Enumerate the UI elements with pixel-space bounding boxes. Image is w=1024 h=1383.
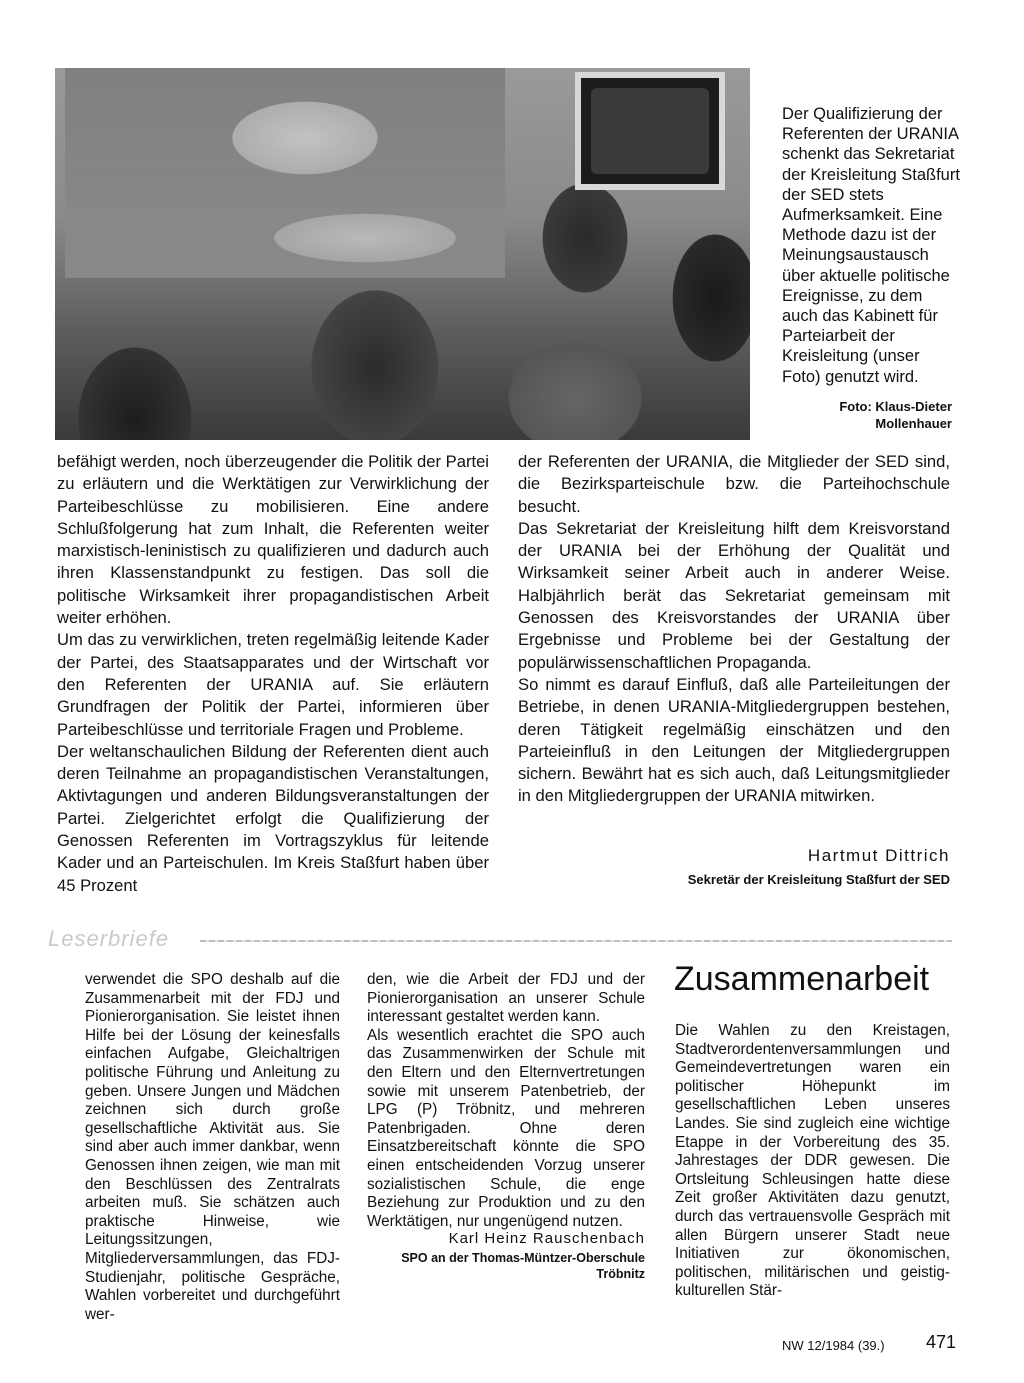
letter1-author-role xyxy=(367,1250,645,1282)
photo-caption: Der Qualifizierung der Referenten der URANIA schenkt das Sekretariat der Kreisleitung Staßfurt der SED stets Aufmerksamkeit. Eine Methode dazu ist der Meinungsaustausch über aktuelle politische Ereignisse, zu dem auch das Kabinett für Parteiarbeit der Kreisleitung (unser Foto) genutzt wird. xyxy=(782,105,960,386)
letter2-column xyxy=(675,1022,950,1301)
photo-credit: Foto: Klaus-Dieter Mollenhauer xyxy=(839,399,952,431)
article-author: Hartmut Dittrich xyxy=(807,846,950,865)
paragraph: Das Sekretariat der Kreisleitung hilft dem Kreisvorstand der URANIA bei der Erhöhung der Qualität und Wirksamkeit seiner Arbeit auch in anderer Weise. Halbjährlich berät das Sekretariat gemeinsam mit Genossen des Kreisvorstandes der URANIA über Ergebnisse und Probleme bei der Gestaltung der populärwissenschaftlichen Propaganda. xyxy=(518,518,950,672)
article-column-1 xyxy=(57,451,489,897)
issue-number: NW 12/1984 (39.) xyxy=(782,1338,885,1353)
paragraph: verwendet die SPO deshalb auf die Zusammenarbeit mit der FDJ und Pionierorganisation. Sie leistet ihnen Hilfe bei der Lösung der keinesfalls einfachen Aufgabe, Gleichaltrigen politische Führung und Anleitung zu geben. Unsere Jungen und Mädchen zeichnen sich durch große gesellschaftliche Aktivität aus. Sie sind aber auch immer dankbar, wenn Genossen ihnen zeigen, wie man mit den Beschlüssen des Zentralrats arbeiten muß. Sie schätzen auch praktische Hinweise, wie Leitungssitzungen, Mitgliederversammlungen, das FDJ-Studienjahr, politische Gespräche, Wahlen vorbereitet und durchgeführt wer- xyxy=(85,971,340,1323)
paragraph: befähigt werden, noch überzeugender die Politik der Partei zu erläutern und die Werktätigen zur Verwirklichung der Parteibeschlüsse zu mobilisieren. Eine andere Schlußfolgerung hat zum Inhalt, die Referenten weiter marxistisch-leninistisch zu qualifizieren und dadurch auch ihren Klassenstandpunkt zu festigen. Das soll die politische Wirksamkeit ihrer propagandistischen Arbeit weiter erhöhen. xyxy=(57,452,489,628)
paragraph: Um das zu verwirklichen, treten regelmäßig leitende Kader der Partei, des Staatsapparates und der Wirtschaft vor den Referenten der URANIA auf. Sie erläutern Grundfragen der Politik der Partei, informieren über Parteibeschlüsse und territoriale Fragen und Probleme. xyxy=(57,630,489,739)
photo-wall-map xyxy=(65,68,505,278)
article-column-2 xyxy=(518,451,950,808)
section-divider xyxy=(200,940,952,942)
letter1-author-role-line2: Tröbnitz xyxy=(596,1267,645,1281)
section-title: Leserbriefe xyxy=(48,926,170,951)
paragraph: der Referenten der URANIA, die Mitglieder der SED sind, die Bezirksparteischule bzw. die Parteihochschule besucht. xyxy=(518,452,950,516)
paragraph: So nimmt es darauf Einfluß, daß alle Parteileitungen der Betriebe, in denen URANIA-Mitgliedergruppen bestehen, deren Tätigkeit regelmäßig einschätzen und den Parteieinfluß in den Leitungen der Mitgliedergruppen sichern. Bewährt hat es sich auch, daß Leitungsmitglieder in den Mitgliedergruppen der URANIA mitwirken. xyxy=(518,674,950,806)
article-author-role: Sekretär der Kreisleitung Staßfurt der SED xyxy=(687,872,950,887)
paragraph: den, wie die Arbeit der FDJ und der Pionierorganisation an unserer Schule interessant gestaltet werden kann. xyxy=(367,971,645,1026)
letter1-author-role-line1: SPO an der Thomas-Müntzer-Oberschule xyxy=(401,1251,645,1265)
paragraph: Der weltanschaulichen Bildung der Referenten dient auch deren Teilnahme an propagandistischen Veranstaltungen, Aktivtagungen und anderen Bildungsveranstaltungen der Partei. Zielgerichtet erfolgt die Qualifizierung der Genossen Referenten im Vortragszyklus für leitende Kader und an Parteischulen. Im Kreis Staßfurt haben über 45 Prozent xyxy=(57,741,489,895)
article-photo xyxy=(55,68,750,440)
paragraph: Die Wahlen zu den Kreistagen, Stadtverordentenversammlungen und Gemeindevertretungen waren ein politischer Höhepunkt im gesellschaftlichen Leben unseres Landes. Sie sind zugleich eine wichtige Etappe in der Vorbereitung des 35. Jahrestages der DDR gewesen. Die Ortsleitung Schleusingen hatte diese Zeit großer Aktivitäten dazu genutzt, durch das vertrauensvolle Gespräch mit allen Bürgern unserer Stadt neue Initiativen zur ökonomischen, politischen, militärischen und geistig-kulturellen Stär- xyxy=(675,1022,950,1300)
letter1-column-2 xyxy=(367,971,645,1231)
photo-television xyxy=(575,72,725,190)
letter1-column-1 xyxy=(85,971,340,1324)
letter1-author: Karl Heinz Rauschenbach xyxy=(448,1230,645,1247)
paragraph: Als wesentlich erachtet die SPO auch das Zusammenwirken der Schule mit den Eltern und den Elternvertretungen sowie mit unserem Patenbetrieb, der LPG (P) Tröbnitz, und mehreren Patenbrigaden. Ohne deren Einsatzbereitschaft könnte die SPO einen entscheidenden Vorzug unserer sozialistischen Schule, die enge Beziehung zur Produktion und zu den Werktätigen, nur ungenügend nutzen. xyxy=(367,1026,645,1230)
page-number: 471 xyxy=(926,1332,957,1352)
letter2-headline: Zusammenarbeit xyxy=(674,960,930,998)
